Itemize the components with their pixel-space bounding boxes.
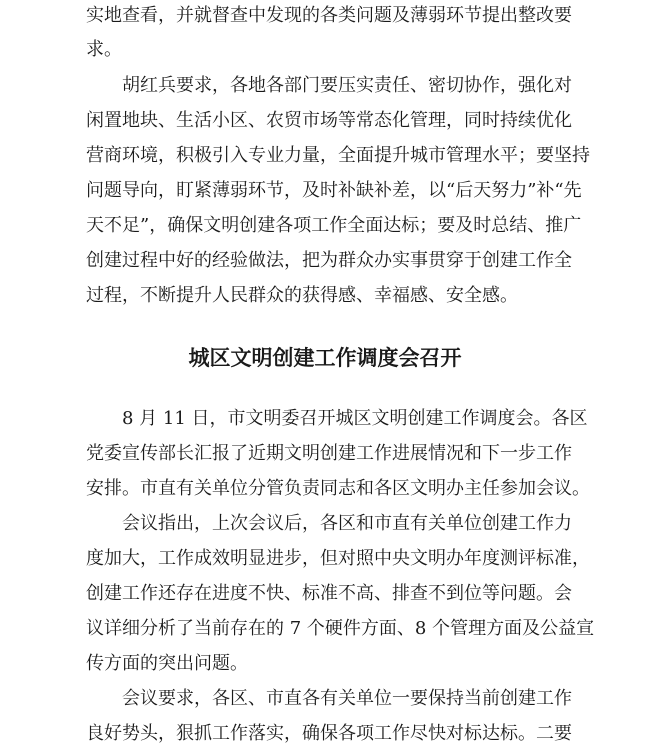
paragraph-line: 创建工作还存在进度不快、标准不高、排查不到位等问题。会	[86, 583, 572, 604]
paragraph-line: 实地查看，并就督查中发现的各类问题及薄弱环节提出整改要	[86, 5, 572, 26]
article-title: 城区文明创建工作调度会召开	[188, 345, 462, 370]
paragraph-line: 8 月 11 日，市文明委召开城区文明创建工作调度会。各区	[122, 408, 588, 429]
paragraph-line: 胡红兵要求，各地各部门要压实责任、密切协作，强化对	[122, 75, 572, 96]
paragraph-line: 议详细分析了当前存在的 7 个硬件方面、8 个管理方面及公益宣	[86, 618, 595, 639]
paragraph-line: 求。	[86, 39, 122, 60]
paragraph-line: 党委宣传部长汇报了近期文明创建工作进展情况和下一步工作	[86, 443, 572, 464]
paragraph-line: 传方面的突出问题。	[86, 653, 248, 674]
paragraph-line: 天不足”，确保文明创建各项工作全面达标；要及时总结、推广	[86, 215, 582, 236]
paragraph-line: 会议要求，各区、市直各有关单位一要保持当前创建工作	[122, 688, 572, 709]
paragraph-line: 营商环境，积极引入专业力量，全面提升城市管理水平；要坚持	[86, 145, 590, 166]
paragraph-line: 问题导向，盯紧薄弱环节，及时补缺补差，以“后天努力”补“先	[86, 180, 582, 201]
paragraph-line: 闲置地块、生活小区、农贸市场等常态化管理，同时持续优化	[86, 110, 572, 131]
paragraph-line: 良好势头，狠抓工作落实，确保各项工作尽快对标达标。二要	[86, 723, 572, 744]
paragraph-line: 会议指出，上次会议后，各区和市直有关单位创建工作力	[122, 513, 572, 534]
paragraph-line: 安排。市直有关单位分管负责同志和各区文明办主任参加会议。	[86, 478, 590, 499]
paragraph-line: 创建过程中好的经验做法，把为群众办实事贯穿于创建工作全	[86, 250, 572, 271]
paragraph-line: 过程，不断提升人民群众的获得感、幸福感、安全感。	[86, 285, 518, 306]
paragraph-line: 度加大，工作成效明显进步，但对照中央文明办年度测评标准，	[86, 548, 590, 569]
